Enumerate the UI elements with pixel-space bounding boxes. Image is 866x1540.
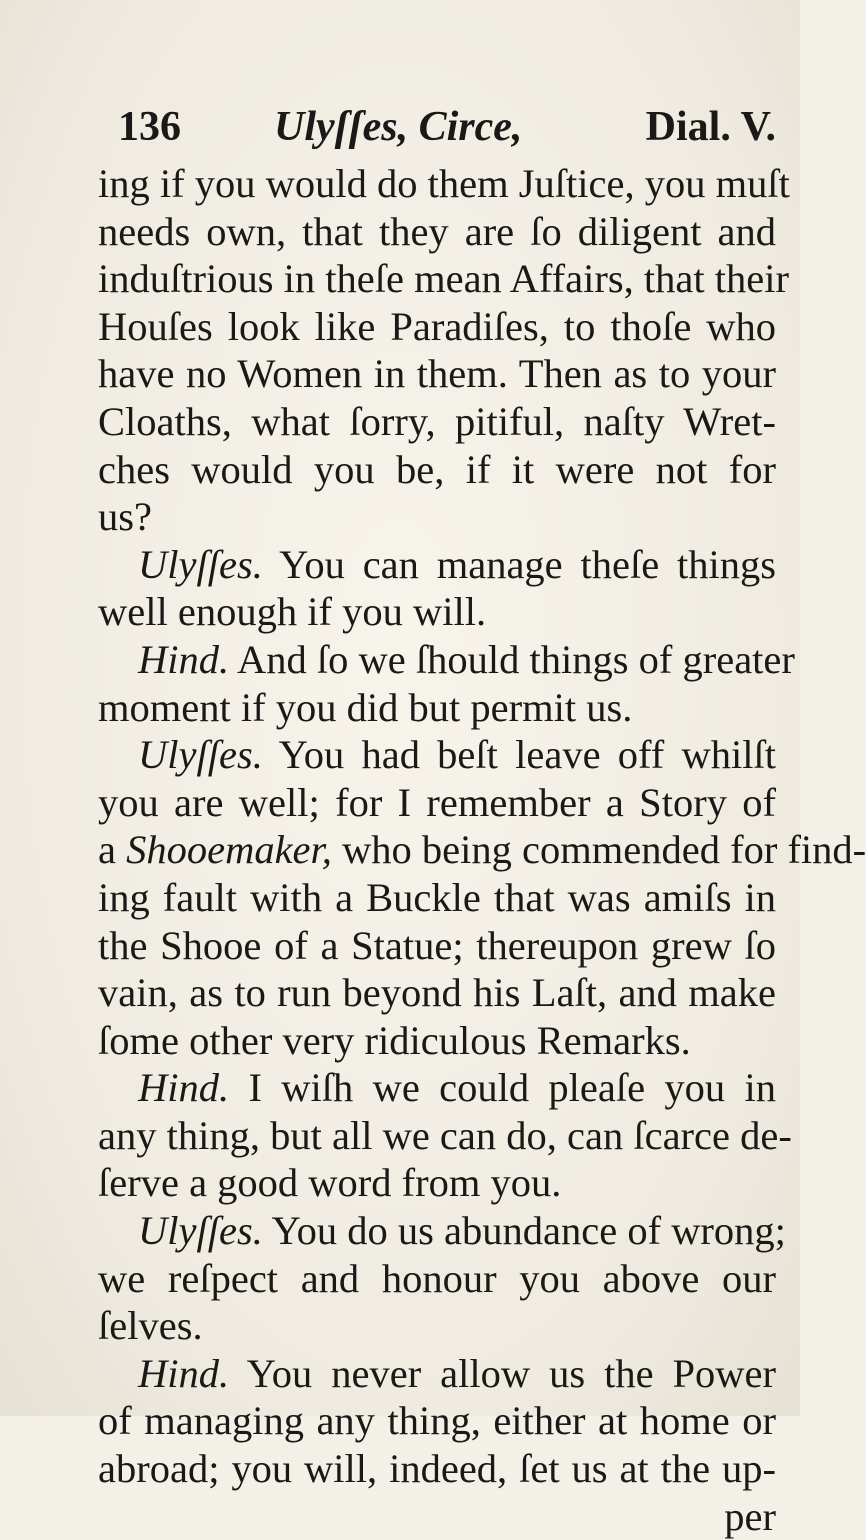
speaker-name: Ulyſſes. xyxy=(138,541,263,587)
speaker-name: Ulyſſes. xyxy=(138,1208,263,1254)
speech-line: Hind. You never allow us the Power xyxy=(138,1350,776,1396)
speaker-name: Hind. xyxy=(138,636,230,682)
text-line: abroad; you will, indeed, ſet us at the up- xyxy=(98,1446,776,1492)
text-line: ing fault with a Buckle that was amiſs in xyxy=(98,874,776,920)
speaker-name: Hind. xyxy=(138,1065,230,1111)
running-header xyxy=(118,96,776,158)
text-line: ſome other very ridiculous Remarks. xyxy=(98,1017,691,1063)
text-line: us? xyxy=(98,494,152,540)
text-line: you are well; for I remember a Story of xyxy=(98,779,776,825)
body-text xyxy=(98,160,866,1540)
page-number: 136 xyxy=(118,104,181,150)
speaker-name: Ulyſſes. xyxy=(138,732,263,778)
catchword: per xyxy=(724,1493,776,1539)
running-title: Ulyſſes, Circe, xyxy=(274,104,523,150)
text-line: well enough if you will. xyxy=(98,589,487,635)
text-line: the Shooe of a Statue; thereupon grew ſo xyxy=(98,922,776,968)
text-line: moment if you did but permit us. xyxy=(98,684,633,730)
text-line: vain, as to run beyond his Laſt, and make xyxy=(98,970,776,1016)
text-line: Houſes look like Paradiſes, to thoſe who xyxy=(98,303,776,349)
speaker-name: Hind. xyxy=(138,1350,230,1396)
dialogue-number: Dial. V. xyxy=(645,104,776,150)
text-line: of managing any thing, either at home or xyxy=(98,1398,776,1444)
speech-line: Hind. And ſo we ſhould things of greater xyxy=(138,636,795,682)
text-line: we reſpect and honour you above our xyxy=(98,1255,776,1301)
text-line: needs own, that they are ſo diligent and xyxy=(98,208,776,254)
text-line: a Shooemaker, who being commended for find- xyxy=(98,827,866,873)
speech-line: Hind. I wiſh we could pleaſe you in xyxy=(138,1065,777,1111)
text-line: have no Women in them. Then as to your xyxy=(98,351,776,397)
speech-line: Ulyſſes. You do us abundance of wrong; xyxy=(138,1208,786,1254)
text-line: any thing, but all we can do, can ſcarce de- xyxy=(98,1112,792,1158)
text-line: ſerve a good word from you. xyxy=(98,1160,562,1206)
text-line: ing if you would do them Juſtice, you muſt xyxy=(98,161,790,206)
text-line: ches would you be, if it were not for xyxy=(98,446,776,492)
text-line: ſelves. xyxy=(98,1303,203,1349)
speech-line: Ulyſſes. You can manage theſe things xyxy=(138,541,777,587)
speech-line: Ulyſſes. You had beſt leave off whilſt xyxy=(138,732,776,778)
emphasis-word: Shooemaker, xyxy=(126,827,332,873)
text-line: Cloaths, what ſorry, pitiful, naſty Wret- xyxy=(98,398,776,444)
text-line: induſtrious in theſe mean Affairs, that their xyxy=(98,256,789,302)
